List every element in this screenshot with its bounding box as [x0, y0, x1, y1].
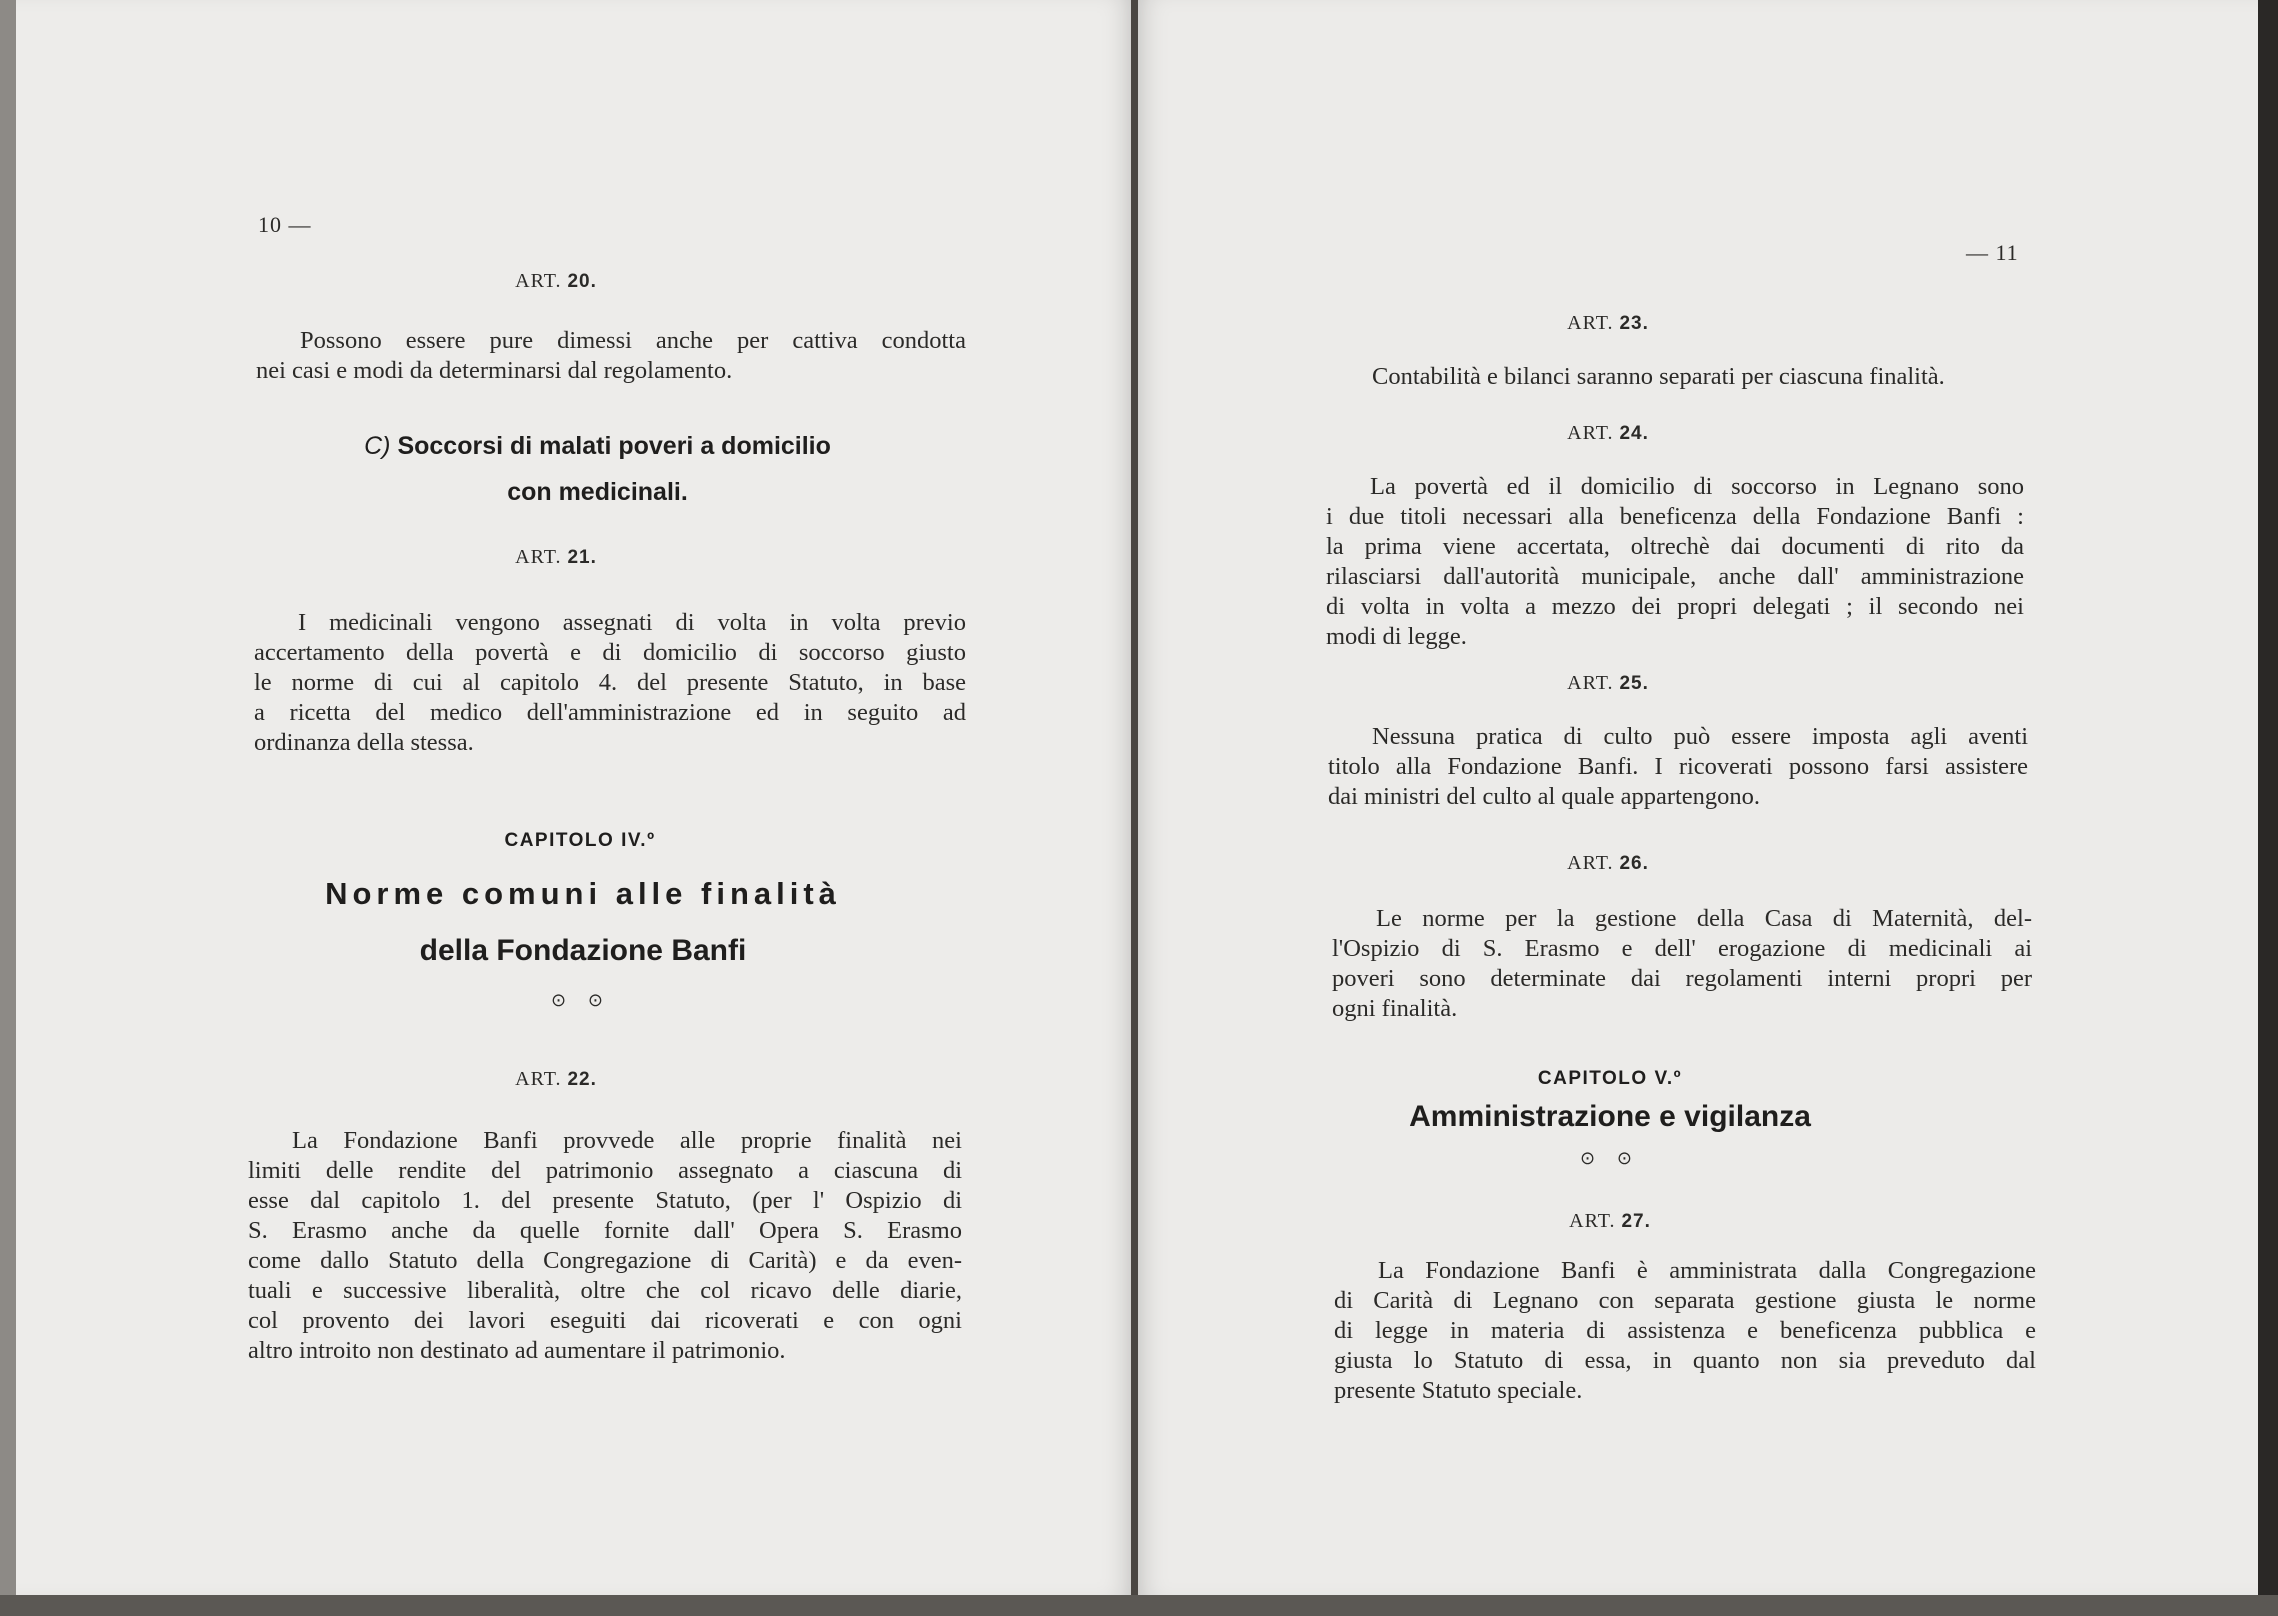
article-number: 27.: [1621, 1211, 1651, 1232]
text-line: di legge in materia di assistenza e beneficenza pubblica e: [1334, 1317, 2036, 1344]
text-line: La Fondazione Banfi provvede alle proprie finalità nei: [292, 1127, 962, 1154]
text-line: le norme di cui al capitolo 4. del presente Statuto, in base: [254, 669, 966, 696]
article-label: ART.: [515, 270, 562, 292]
text-line: I medicinali vengono assegnati di volta in volta previo: [298, 609, 966, 636]
text-line: accertamento della povertà e di domicilio di soccorso giusto: [254, 639, 966, 666]
article-heading-26: [1138, 852, 2078, 875]
text-line: titolo alla Fondazione Banfi. I ricoverati possono farsi assistere: [1328, 753, 2028, 780]
article-label: ART.: [515, 546, 562, 568]
article-label: ART.: [515, 1068, 562, 1090]
article-number: 20.: [567, 271, 597, 292]
text-line: a ricetta del medico dell'amministrazione ed in seguito ad: [254, 699, 966, 726]
page-number: 10 —: [258, 212, 312, 237]
text-line: giusta lo Statuto di essa, in quanto non sia preveduto dal: [1334, 1347, 2036, 1374]
article-label: ART.: [1567, 422, 1614, 444]
article-number: 21.: [567, 547, 597, 568]
article-heading-23: [1138, 312, 2078, 335]
text-line: la prima viene accertata, oltrechè dai documenti di rito da: [1326, 533, 2024, 560]
text-line: Contabilità e bilanci saranno separati per ciascuna finalità.: [1372, 363, 1945, 390]
section-title-line-2: con medicinali.: [507, 478, 688, 506]
chapter-title: Amministrazione e vigilanza: [1409, 1100, 1811, 1133]
article-heading-20: [16, 270, 1096, 293]
section-letter: C): [364, 432, 391, 460]
text-line: Nessuna pratica di culto può essere imposta agli aventi: [1372, 723, 2028, 750]
article-heading-24: [1138, 422, 2078, 445]
text-line: poveri sono determinate dai regolamenti interni propri per: [1332, 965, 2032, 992]
article-21-text: [254, 608, 966, 758]
text-line: col provento dei lavori eseguiti dai ricoverati e con ogni: [248, 1307, 962, 1334]
text-line: rilasciarsi dall'autorità municipale, anche dall' amministrazione: [1326, 563, 2024, 590]
text-line: ordinanza della stessa.: [254, 729, 474, 756]
section-heading-c: [16, 423, 1179, 515]
article-number: 22.: [567, 1069, 597, 1090]
article-heading-25: [1138, 672, 2078, 695]
text-line: Le norme per la gestione della Casa di Maternità, del-: [1376, 905, 2032, 932]
ornament-icon: ⊙ ⊙: [551, 990, 611, 1011]
page-bottom-edge: [0, 1595, 2278, 1616]
text-line: i due titoli necessari alla beneficenza della Fondazione Banfi :: [1326, 503, 2024, 530]
article-number: 23.: [1619, 313, 1649, 334]
text-line: come dallo Statuto della Congregazione di Carità) e da even-: [248, 1247, 962, 1274]
article-number: 24.: [1619, 423, 1649, 444]
text-line: La Fondazione Banfi è amministrata dalla Congregazione: [1378, 1257, 2036, 1284]
article-heading-21: [16, 546, 1096, 569]
article-25-text: [1328, 722, 2028, 812]
article-heading-22: [16, 1068, 1096, 1091]
article-heading-27: [1138, 1210, 2082, 1233]
book-edge: [0, 0, 16, 1616]
article-number: 26.: [1619, 853, 1649, 874]
chapter-label: CAPITOLO V.º: [1537, 1068, 1683, 1089]
text-line: ogni finalità.: [1332, 995, 1458, 1022]
chapter-label: CAPITOLO IV.º: [504, 830, 656, 851]
chapter-title-line-2: della Fondazione Banfi: [419, 934, 747, 967]
text-line: S. Erasmo anche da quelle fornite dall' Opera S. Erasmo: [248, 1217, 962, 1244]
article-label: ART.: [1567, 672, 1614, 694]
text-line: di volta in volta a mezzo dei propri delegati ; il secondo nei: [1326, 593, 2024, 620]
text-line: tuali e successive liberalità, oltre che col ricavo delle diarie,: [248, 1277, 962, 1304]
article-24-text: [1326, 472, 2024, 652]
text-line: dai ministri del culto al quale appartengono.: [1328, 783, 1761, 810]
right-page: [1138, 0, 2258, 1595]
text-line: La povertà ed il domicilio di soccorso in Legnano sono: [1370, 473, 2024, 500]
page-number: — 11: [1966, 240, 2019, 265]
article-20-text: [256, 326, 966, 386]
text-line: l'Ospizio di S. Erasmo e dell' erogazione di medicinali ai: [1332, 935, 2032, 962]
text-line: esse dal capitolo 1. del presente Statuto, (per l' Ospizio di: [248, 1187, 962, 1214]
article-27-text: [1334, 1256, 2036, 1406]
section-title-line-1: Soccorsi di malati poveri a domicilio: [397, 432, 831, 460]
ornament-icon: ⊙ ⊙: [1580, 1148, 1640, 1169]
article-23-text: [1372, 362, 2052, 392]
text-line: presente Statuto speciale.: [1334, 1377, 1583, 1404]
article-label: ART.: [1567, 312, 1614, 334]
text-line: limiti delle rendite del patrimonio assegnato a ciascuna di: [248, 1157, 962, 1184]
text-line: nei casi e modi da determinarsi dal regolamento.: [256, 357, 733, 384]
text-line: altro introito non destinato ad aumentare il patrimonio.: [248, 1337, 786, 1364]
article-number: 25.: [1619, 673, 1649, 694]
left-page: [16, 0, 1131, 1595]
article-22-text: [248, 1126, 962, 1366]
article-26-text: [1332, 904, 2032, 1024]
article-label: ART.: [1567, 852, 1614, 874]
text-line: Possono essere pure dimessi anche per cattiva condotta: [300, 327, 966, 354]
book-gutter: [1131, 0, 1138, 1616]
text-line: modi di legge.: [1326, 623, 1467, 650]
text-line: di Carità di Legnano con separata gestione giusta le norme: [1334, 1287, 2036, 1314]
article-label: ART.: [1569, 1210, 1616, 1232]
chapter-title-line-1: Norme comuni alle finalità: [325, 876, 841, 911]
